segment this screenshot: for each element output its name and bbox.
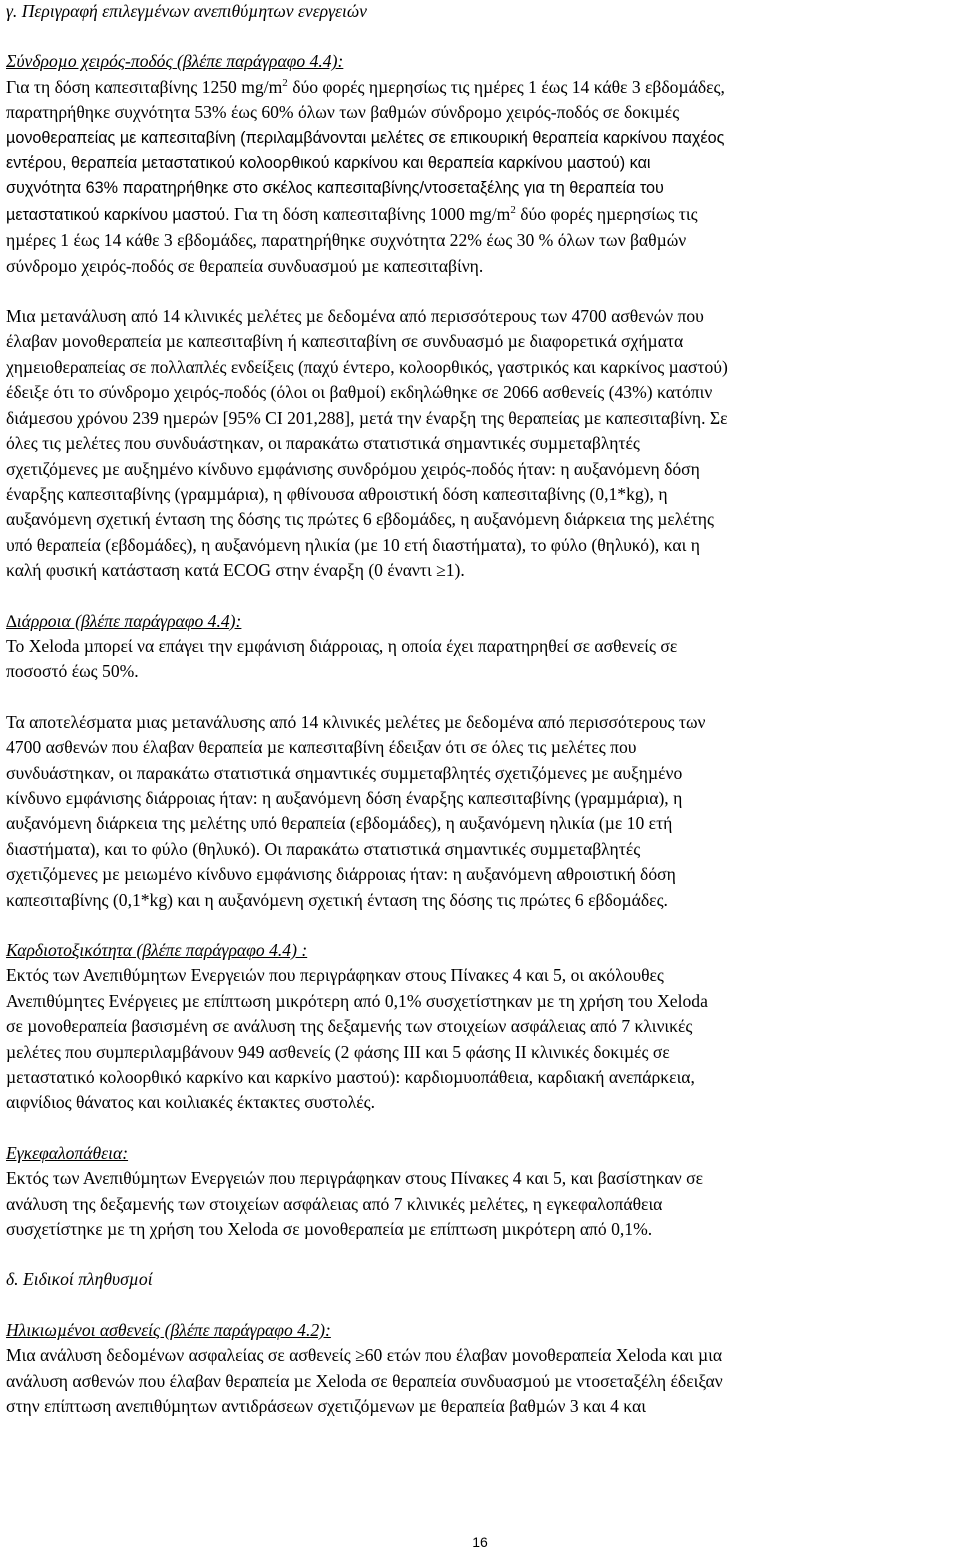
hand-foot-line-1b: δύο φορές ηµερησίως τις ηµέρες 1 έως 14 κάθε 3 εβδοµάδες, <box>287 76 725 97</box>
diarrhoea-results-line-1: Τα αποτελέσµατα µιας µετανάλυσης από 14 κλινικές µελέτες µε δεδοµένα από περισσότερους των <box>6 711 706 732</box>
hand-foot-line-8: σύνδροµο χειρός-ποδός σε θεραπεία συνδυασµού µε καπεσιταβίνη. <box>6 255 484 276</box>
hand-foot-section <box>6 49 954 279</box>
diarrhoea-results-line-4: κίνδυνο εµφάνισης διάρροιας ήταν: η αυξανόµενη δόση έναρξης καπεσιταβίνης (γραµµάρια), η <box>6 787 683 808</box>
diarrhoea-results-line-2: 4700 ασθενών που έλαβαν θεραπεία µε καπεσιταβίνη έδειξαν ότι σε όλες τις µελέτες που <box>6 737 637 758</box>
cardiotoxicity-heading: Καρδιοτοξικότητα (βλέπε παράγραφο 4.4) : <box>6 940 308 960</box>
hand-foot-heading: Σύνδροµο χειρός-ποδός (βλέπε παράγραφο 4.4): <box>6 51 344 72</box>
diarrhoea-results-line-7: σχετιζόµενες µε µειωµένο κίνδυνο εµφάνισης διάρροιας ήταν: η αυξανόµενη αθροιστική δόση <box>6 864 676 885</box>
cardiotoxicity-line-5: µεταστατικό κολοορθικό καρκίνο και καρκίνο µαστού): καρδιοµυοπάθεια, καρδιακή ανεπάρκεια, <box>6 1067 695 1088</box>
diarrhoea-heading: ∆ιάρροια (βλέπε παράγραφο 4.4): <box>6 610 242 631</box>
hand-foot-line-2: παρατηρήθηκε συχνότητα 53% έως 60% όλων των βαθµών σύνδροµο χειρός-ποδός σε δοκιµές <box>6 102 680 123</box>
diarrhoea-results-paragraph <box>6 710 954 913</box>
hand-foot-line-6c: δύο φορές ηµερησίως τις <box>515 203 698 224</box>
diarrhoea-line-1: Το Xeloda µπορεί να επάγει την εµφάνιση διάρροιας, η οποία έχει παρατηρηθεί σε ασθενείς σε <box>6 635 678 656</box>
elderly-line-2: ανάλυση ασθενών που έλαβαν θεραπεία µε Xeloda σε θεραπεία συνδυασµού µε ντοσεταξέλη έδειξαν <box>6 1370 723 1391</box>
hand-foot-line-3: µονοθεραπείας µε καπεσιταβίνη (περιλαµβάνονται µελέτες σε επικουρική θεραπεία καρκίνου παχέος <box>6 128 725 147</box>
diarrhoea-results-line-6: διαστήµατα), και το φύλο (θηλυκό). Οι παρακάτω στατιστικά σηµαντικές συµµεταβλητές <box>6 838 641 859</box>
hand-foot-line-5: συχνότητα 63% παρατηρήθηκε στο σκέλος καπεσιταβίνης/ντοσεταξέλης για τη θεραπεία του <box>6 179 664 198</box>
hand-foot-line-6a: µεταστατικού καρκίνου µαστού. <box>6 205 230 224</box>
cardiotoxicity-line-6: αιφνίδιος θάνατος και κοιλιακές έκτακτες συστολές. <box>6 1092 376 1113</box>
cardiotoxicity-line-2: Ανεπιθύµητες Ενέργειες µε επίπτωση µικρότερη από 0,1% συσχετίστηκαν µε τη χρήση του Xeloda <box>6 990 708 1011</box>
document-page <box>6 0 954 1420</box>
elderly-line-3: στην επίπτωση ανεπιθύµητων αντιδράσεων σχετιζόµενων µε θεραπεία βαθµών 3 και 4 και <box>6 1396 646 1417</box>
elderly-line-1: Μια ανάλυση δεδοµένων ασφαλείας σε ασθενείς ≥60 ετών που έλαβαν µονοθεραπεία Xeloda και µια <box>6 1345 723 1366</box>
hand-foot-line-6 <box>6 202 954 228</box>
meta-line-5: διάµεσου χρόνου 239 ηµερών [95% CI 201,288], µετά την έναρξη της θεραπείας µε καπεσιταβίνη. Σε <box>6 407 728 428</box>
diarrhoea-line-2: ποσοστό έως 50%. <box>6 661 139 682</box>
hand-foot-line-1a: Για τη δόση καπεσιταβίνης 1250 mg/m <box>6 76 283 97</box>
meta-line-11: καλή φυσική κατάσταση κατά ECOG στην έναρξη (0 έναντι ≥1). <box>6 560 465 581</box>
encephalopathy-heading: Εγκεφαλοπάθεια: <box>6 1142 129 1163</box>
meta-line-1: Μια µετανάλυση από 14 κλινικές µελέτες µε δεδοµένα από περισσότερους των 4700 ασθενών που <box>6 306 704 327</box>
diarrhoea-results-line-3: συνδυάστηκαν, οι παρακάτω στατιστικά σηµαντικές συµµεταβλητές σχετιζόµενες µε αυξηµένο <box>6 762 683 783</box>
cardiotoxicity-line-3: σε µονοθεραπεία βασισµένη σε ανάλυση της δεξαµενής των στοιχείων ασφάλειας από 7 κλινικές <box>6 1016 693 1037</box>
encephalopathy-line-2: ανάλυση της δεξαµενής των στοιχείων ασφάλειας από 7 κλινικές µελέτες, η εγκεφαλοπάθεια <box>6 1193 663 1214</box>
meta-line-7: σχετιζόµενες µε αυξηµένο κίνδυνο εµφάνισης συνδρόµου χειρός-ποδός ήταν: η αυξανόµενη δόση <box>6 458 700 479</box>
diarrhoea-results-line-8: καπεσιταβίνης (0,1*kg) και η αυξανόµενη σχετική ένταση της δόσης τις πρώτες 6 εβδοµάδες. <box>6 889 668 910</box>
meta-line-8: έναρξης καπεσιταβίνης (γραµµάρια), η φθίνουσα αθροιστική δόση καπεσιταβίνης (0,1*kg), η <box>6 483 668 504</box>
diarrhoea-results-line-5: αυξανόµενη διάρκεια της µελέτης υπό θεραπεία (εβδοµάδες), η αυξανόµενη ηλικία (µε 10 ετή <box>6 813 673 834</box>
elderly-heading: Ηλικιωµένοι ασθενείς (βλέπε παράγραφο 4.2): <box>6 1319 331 1340</box>
superscript-2: 2 <box>282 76 288 89</box>
section-d-title: δ. Ειδικοί πληθυσµοί <box>6 1269 153 1290</box>
meta-line-6: όλες τις µελέτες που συνδυάστηκαν, οι παρακάτω στατιστικά σηµαντικές συµµεταβλητές <box>6 433 640 454</box>
elderly-section <box>6 1318 954 1420</box>
cardiotoxicity-line-4: µελέτες που συµπεριλαµβάνουν 949 ασθενείς (2 φάσης III και 5 φάσης II κλινικές δοκιµές σε <box>6 1041 670 1062</box>
hand-foot-line-6b: Για τη δόση καπεσιταβίνης 1000 mg/m <box>229 203 511 224</box>
meta-line-2: έλαβαν µονοθεραπεία µε καπεσιταβίνη ή καπεσιταβίνη σε συνδυασµό µε διαφορετικά σχήµατα <box>6 331 684 352</box>
hand-foot-line-1 <box>6 75 954 100</box>
meta-line-10: υπό θεραπεία (εβδοµάδες), η αυξανόµενη ηλικία (µε 10 ετή διαστήµατα), το φύλο (θηλυκό), και η <box>6 534 700 555</box>
meta-analysis-paragraph <box>6 304 954 583</box>
meta-line-3: χηµειοθεραπείας σε πολλαπλές ενδείξεις (παχύ έντερο, κολοορθικός, γαστρικός και καρκίνος µαστού) <box>6 356 728 377</box>
encephalopathy-line-3: συσχετίστηκε µε τη χρήση του Xeloda σε µονοθεραπεία µε επίπτωση µικρότερη από 0,1%. <box>6 1219 653 1240</box>
hand-foot-line-4: εντέρου, θεραπεία µεταστατικού κολοορθικού καρκίνου και θεραπεία καρκίνου µαστού) και <box>6 154 651 173</box>
section-c-title: γ. Περιγραφή επιλεγµένων ανεπιθύµητων ενεργειών <box>6 1 367 21</box>
superscript-2: 2 <box>510 203 516 216</box>
meta-line-4: έδειξε ότι το σύνδροµο χειρός-ποδός (όλοι οι βαθµοί) εκδηλώθηκε σε 2066 ασθενείς (43%) κατόπιν <box>6 382 713 403</box>
encephalopathy-section <box>6 1141 954 1243</box>
encephalopathy-line-1: Εκτός των Ανεπιθύµητων Ενεργειών που περιγράφηκαν στους Πίνακες 4 και 5, και βασίστηκαν σε <box>6 1168 703 1189</box>
diarrhoea-section <box>6 609 954 685</box>
cardiotoxicity-line-1: Εκτός των Ανεπιθύµητων Ενεργειών που περιγράφηκαν στους Πίνακες 4 και 5, οι ακόλουθες <box>6 965 664 986</box>
cardiotoxicity-section <box>6 938 954 1116</box>
page-number: 16 <box>472 1534 488 1550</box>
meta-line-9: αυξανόµενη σχετική ένταση της δόσης τις πρώτες 6 εβδοµάδες, η αυξανόµενη διάρκεια της µελέτης <box>6 509 714 530</box>
hand-foot-line-7: ηµέρες 1 έως 14 κάθε 3 εβδοµάδες, παρατηρήθηκε συχνότητα 22% έως 30 % όλων των βαθµών <box>6 230 687 251</box>
